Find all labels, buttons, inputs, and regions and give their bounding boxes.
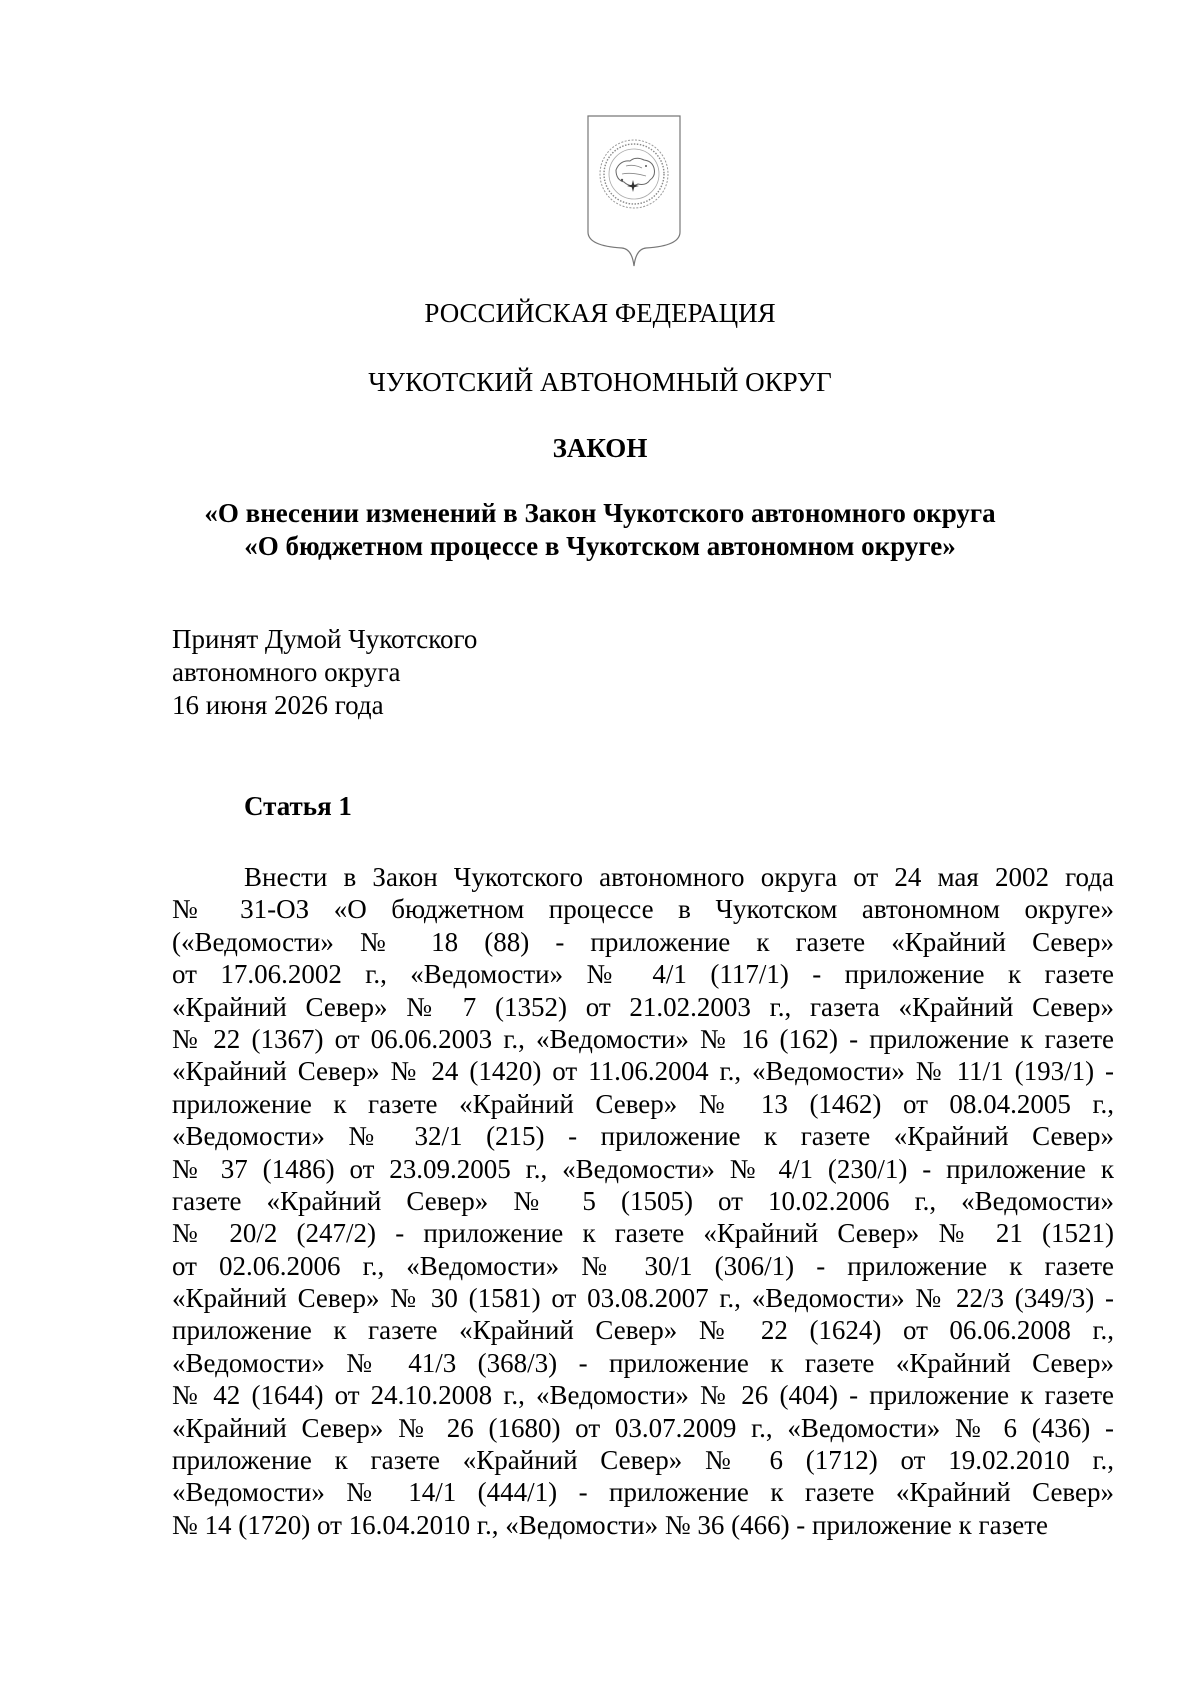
document-type-title: ЗАКОН	[552, 433, 648, 463]
body-line: Внести в Закон Чукотского автономного округа от 24 мая 2002 года	[244, 862, 1114, 892]
article-heading: Статья 1	[244, 791, 352, 821]
body-line: приложение к газете «Крайний Север» № 22 (1624) от 06.06.2008 г.,	[172, 1315, 1114, 1346]
law-subject-line: «О бюджетном процессе в Чукотском автономном округе»	[244, 531, 956, 561]
article-body	[172, 861, 1114, 1541]
body-line: «Крайний Север» № 26 (1680) от 03.07.2009 г., «Ведомости» № 6 (436) -	[172, 1412, 1114, 1443]
country-title: РОССИЙСКАЯ ФЕДЕРАЦИЯ	[424, 298, 776, 328]
body-line: «Крайний Север» № 7 (1352) от 21.02.2003 г., газета «Крайний Север»	[172, 991, 1114, 1022]
body-line: № 31-ОЗ «О бюджетном процессе в Чукотском автономном округе»	[172, 894, 1114, 925]
adoption-line: автономного округа	[172, 657, 401, 687]
body-line: «Ведомости» № 41/3 (368/3) - приложение к газете «Крайний Север»	[172, 1347, 1114, 1378]
law-subject-title	[0, 497, 1200, 563]
body-line: № 20/2 (247/2) - приложение к газете «Крайний Север» № 21 (1521)	[172, 1218, 1114, 1249]
body-line: № 22 (1367) от 06.06.2003 г., «Ведомости» № 16 (162) - приложение к газете	[172, 1023, 1114, 1054]
body-line: от 02.06.2006 г., «Ведомости» № 30/1 (306/1) - приложение к газете	[172, 1250, 1114, 1281]
adoption-note	[172, 623, 477, 722]
body-line: «Крайний Север» № 30 (1581) от 03.08.2007 г., «Ведомости» № 22/3 (349/3) -	[172, 1283, 1114, 1314]
body-line: («Ведомости» № 18 (88) - приложение к газете «Крайний Север»	[172, 926, 1114, 957]
adoption-line: Принят Думой Чукотского	[172, 624, 478, 654]
chukotka-coat-of-arms-icon	[586, 114, 682, 268]
body-line: № 37 (1486) от 23.09.2005 г., «Ведомости» № 4/1 (230/1) - приложение к	[172, 1153, 1114, 1184]
body-line: приложение к газете «Крайний Север» № 6 (1712) от 19.02.2010 г.,	[172, 1445, 1114, 1476]
body-line: № 14 (1720) от 16.04.2010 г., «Ведомости» № 36 (466) - приложение к газете	[172, 1509, 1049, 1540]
body-line: приложение к газете «Крайний Север» № 13 (1462) от 08.04.2005 г.,	[172, 1088, 1114, 1119]
body-line: от 17.06.2002 г., «Ведомости» № 4/1 (117/1) - приложение к газете	[172, 959, 1114, 990]
body-line: «Ведомости» № 14/1 (444/1) - приложение к газете «Крайний Север»	[172, 1477, 1114, 1508]
body-line: «Крайний Север» № 24 (1420) от 11.06.2004 г., «Ведомости» № 11/1 (193/1) -	[172, 1056, 1114, 1087]
region-title: ЧУКОТСКИЙ АВТОНОМНЫЙ ОКРУГ	[368, 367, 832, 397]
body-line: газете «Крайний Север» № 5 (1505) от 10.02.2006 г., «Ведомости»	[172, 1185, 1114, 1216]
body-line: «Ведомости» № 32/1 (215) - приложение к газете «Крайний Север»	[172, 1121, 1114, 1152]
adoption-date: 16 июня 2026 года	[172, 690, 384, 720]
body-line: № 42 (1644) от 24.10.2008 г., «Ведомости» № 26 (404) - приложение к газете	[172, 1380, 1114, 1411]
law-subject-line: «О внесении изменений в Закон Чукотского автономного округа	[204, 498, 996, 528]
